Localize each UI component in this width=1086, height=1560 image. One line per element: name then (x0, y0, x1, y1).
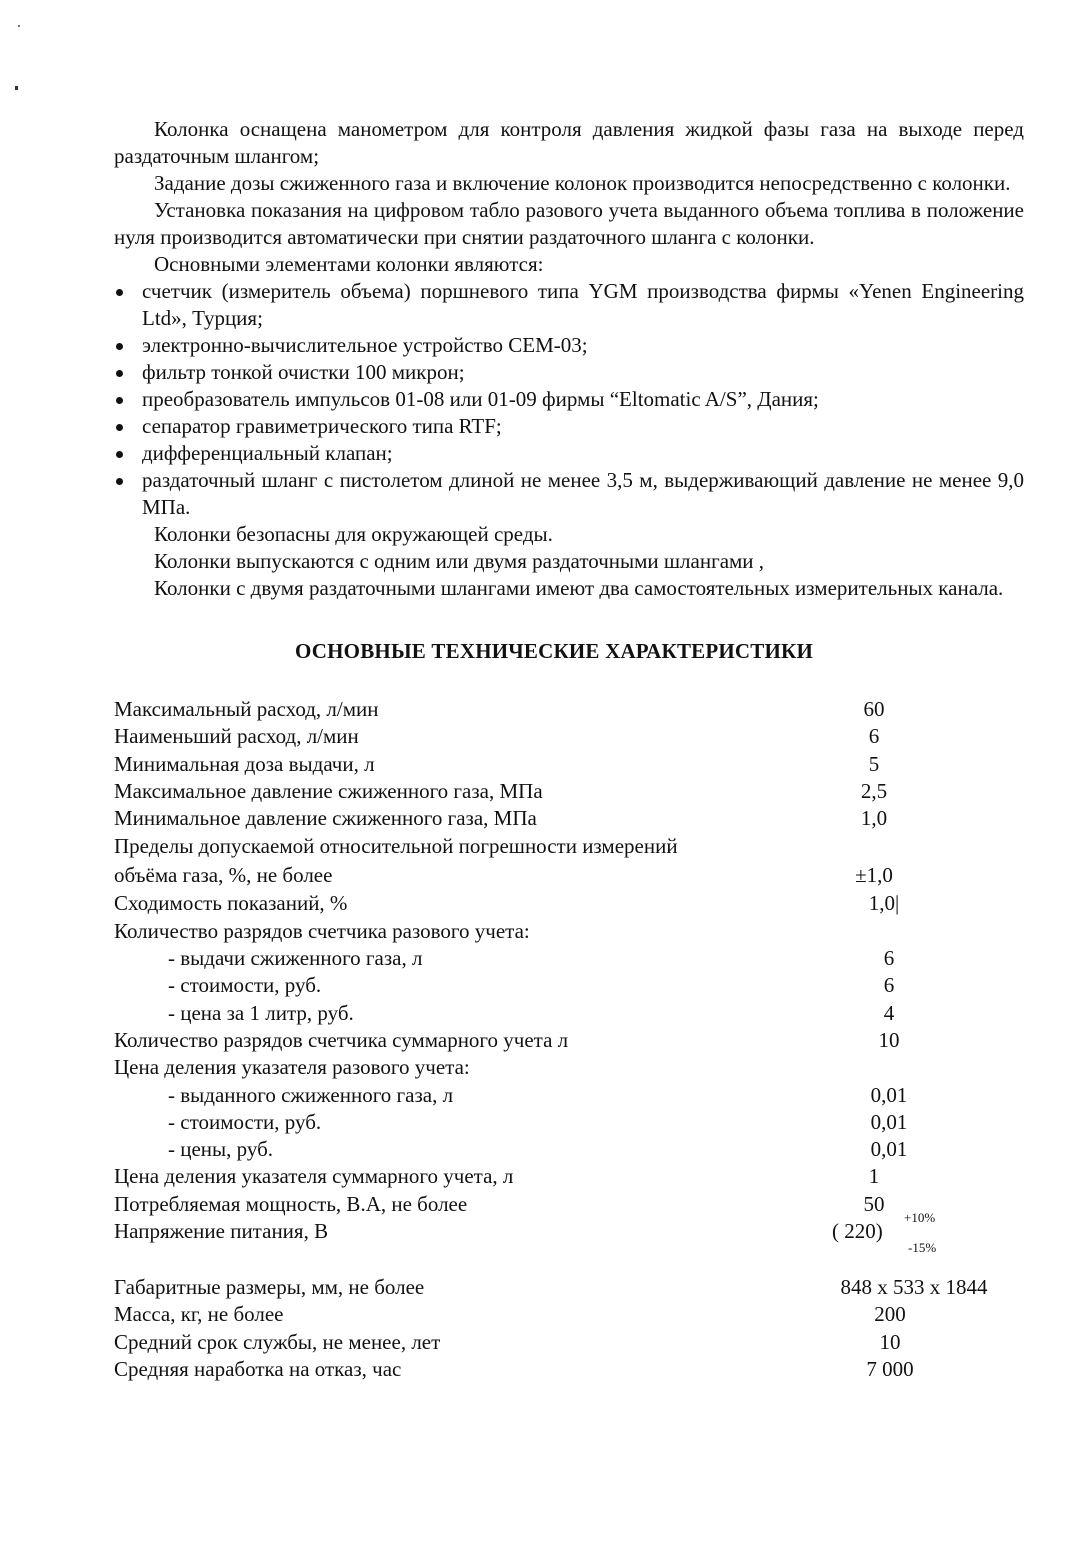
paragraph: Колонки выпускаются с одним или двумя раздаточными шлангами , (154, 549, 765, 573)
paragraph: Колонка оснащена манометром для контроля давления жидкой фазы газа на выходе перед раздаточным шлангом; (114, 117, 1024, 168)
spec-row (114, 1356, 1024, 1383)
document-page (114, 116, 1024, 1383)
bullet-icon (116, 424, 123, 431)
spec-value: ±1,0 (855, 863, 893, 888)
spec-value: 4 (883, 1000, 895, 1025)
spec-row (114, 918, 1024, 945)
spec-row (114, 1109, 1024, 1136)
scan-speck (15, 86, 18, 90)
spec-row (114, 1191, 1024, 1218)
list-item (114, 440, 1024, 467)
spec-value: 10 (879, 1329, 901, 1354)
bullet-icon (116, 478, 123, 485)
spec-value: 200 (874, 1302, 906, 1327)
spec-value: 2,5 (860, 778, 888, 803)
spec-label: - стоимости, руб. (168, 973, 322, 998)
specs-table (114, 696, 1024, 1383)
spec-value: 6 (883, 973, 895, 998)
spec-value: 1,0| (868, 891, 900, 916)
list-item (114, 467, 1024, 521)
spec-label: - выдачи сжиженного газа, л (168, 946, 423, 971)
spec-row (114, 1054, 1024, 1081)
spec-label: Количество разрядов счетчика суммарного учета л (114, 1027, 569, 1052)
spec-row-voltage (114, 1210, 1024, 1274)
spec-label: объёма газа, %, не более (114, 863, 333, 888)
spec-row (114, 861, 1024, 890)
spec-label: Пределы допускаемой относительной погрешности измерений (114, 834, 678, 859)
spec-label: Минимальная доза выдачи, л (114, 751, 375, 776)
list-item (114, 359, 1024, 386)
spec-row (114, 751, 1024, 778)
spec-label: Средняя наработка на отказ, час (114, 1356, 402, 1381)
spec-label: Габаритные размеры, мм, не более (114, 1275, 425, 1300)
spec-row (114, 1329, 1024, 1356)
spec-label: Максимальное давление сжиженного газа, МПа (114, 778, 543, 803)
spec-row (114, 805, 1024, 832)
scan-speck (18, 25, 20, 27)
spec-label: - цена за 1 литр, руб. (168, 1000, 354, 1025)
voltage-value (832, 1210, 937, 1256)
spec-label: Минимальное давление сжиженного газа, МПа (114, 806, 537, 831)
spec-value: 7 000 (866, 1356, 914, 1381)
spec-row (114, 945, 1024, 972)
spec-label: Количество разрядов счетчика разового учета: (114, 918, 530, 943)
spec-row (114, 778, 1024, 805)
paragraph: Задание дозы сжиженного газа и включение колонок производится непосредственно с колонки. (154, 171, 1011, 195)
spec-label: - стоимости, руб. (168, 1109, 322, 1134)
list-item (114, 278, 1024, 332)
list-item-text: преобразователь импульсов 01-08 или 01-09 фирмы “Eltomatic A/S”, Дания; (142, 387, 819, 411)
spec-label: Напряжение питания, В (114, 1219, 329, 1244)
list-item (114, 413, 1024, 440)
list-item-text: дифференциальный клапан; (142, 441, 393, 465)
voltage-upper-tolerance: +10% (904, 1210, 936, 1226)
spec-value: 848 x 533 x 1844 (840, 1275, 988, 1300)
spec-label: Цена деления указателя суммарного учета, л (114, 1164, 514, 1189)
list-item-text: фильтр тонкой очистки 100 микрон; (142, 360, 465, 384)
bullet-icon (116, 289, 123, 296)
spec-label: Потребляемая мощность, В.А, не более (114, 1191, 468, 1216)
spec-row (114, 1136, 1024, 1163)
spec-value: 50 (863, 1191, 885, 1216)
list-item (114, 332, 1024, 359)
spec-label: - выданного сжиженного газа, л (168, 1082, 454, 1107)
paragraph: Основными элементами колонки являются: (154, 252, 544, 276)
paragraph: Колонки безопасны для окружающей среды. (154, 522, 553, 546)
spec-row (114, 1274, 1024, 1301)
spec-row (114, 832, 1024, 861)
list-item-text: электронно-вычислительное устройство СЕМ-03; (142, 333, 588, 357)
spec-row (114, 1301, 1024, 1328)
spec-label: Средний срок службы, не менее, лет (114, 1329, 441, 1354)
bullet-icon (116, 343, 123, 350)
spec-label: Максимальный расход, л/мин (114, 697, 379, 721)
list-item-text: раздаточный шланг с пистолетом длиной не менее 3,5 м, выдерживающий давление не менее 9,0 МПа. (142, 468, 1024, 519)
spec-label: Цена деления указателя разового учета: (114, 1055, 470, 1080)
spec-label: Наименьший расход, л/мин (114, 724, 359, 749)
spec-value: 0,01 (870, 1082, 908, 1107)
voltage-base: ( 220) (832, 1219, 883, 1244)
spec-value: 5 (868, 751, 880, 776)
spec-value: 0,01 (870, 1109, 908, 1134)
spec-row (114, 1000, 1024, 1027)
spec-value: 60 (863, 697, 885, 721)
spec-value: 10 (878, 1027, 900, 1052)
list-item (114, 386, 1024, 413)
spec-row (114, 1027, 1024, 1054)
spec-row (114, 696, 1024, 723)
spec-row (114, 972, 1024, 999)
spec-value: 6 (868, 724, 880, 749)
spec-value: 1,0 (860, 806, 888, 831)
list-item-text: счетчик (измеритель объема) поршневого типа YGM производства фирмы «Yenen Engineering Ltd», Турция; (142, 279, 1024, 330)
voltage-lower-tolerance: -15% (908, 1240, 937, 1256)
paragraph: Колонки с двумя раздаточными шлангами имеют два самостоятельных измерительных канала. (154, 576, 1004, 600)
spec-label: Сходимость показаний, % (114, 891, 348, 916)
spec-value: 6 (883, 946, 895, 971)
bullet-icon (116, 397, 123, 404)
spec-row (114, 723, 1024, 750)
elements-list (114, 278, 1024, 521)
spec-label: Масса, кг, не более (114, 1302, 284, 1327)
spec-row (114, 1082, 1024, 1109)
list-item-text: сепаратор гравиметрического типа RTF; (142, 414, 502, 438)
section-heading: ОСНОВНЫЕ ТЕХНИЧЕСКИЕ ХАРАКТЕРИСТИКИ (294, 639, 813, 663)
spec-value: 1 (868, 1164, 880, 1189)
bullet-icon (116, 370, 123, 377)
bullet-icon (116, 451, 123, 458)
paragraph: Установка показания на цифровом табло разового учета выданного объема топлива в положение нуля производится автоматически при снятии раздаточного шланга с колонки. (114, 198, 1024, 249)
spec-value: 0,01 (870, 1137, 908, 1162)
spec-label: - цены, руб. (168, 1137, 274, 1162)
spec-row (114, 1163, 1024, 1190)
spec-row (114, 890, 1024, 917)
